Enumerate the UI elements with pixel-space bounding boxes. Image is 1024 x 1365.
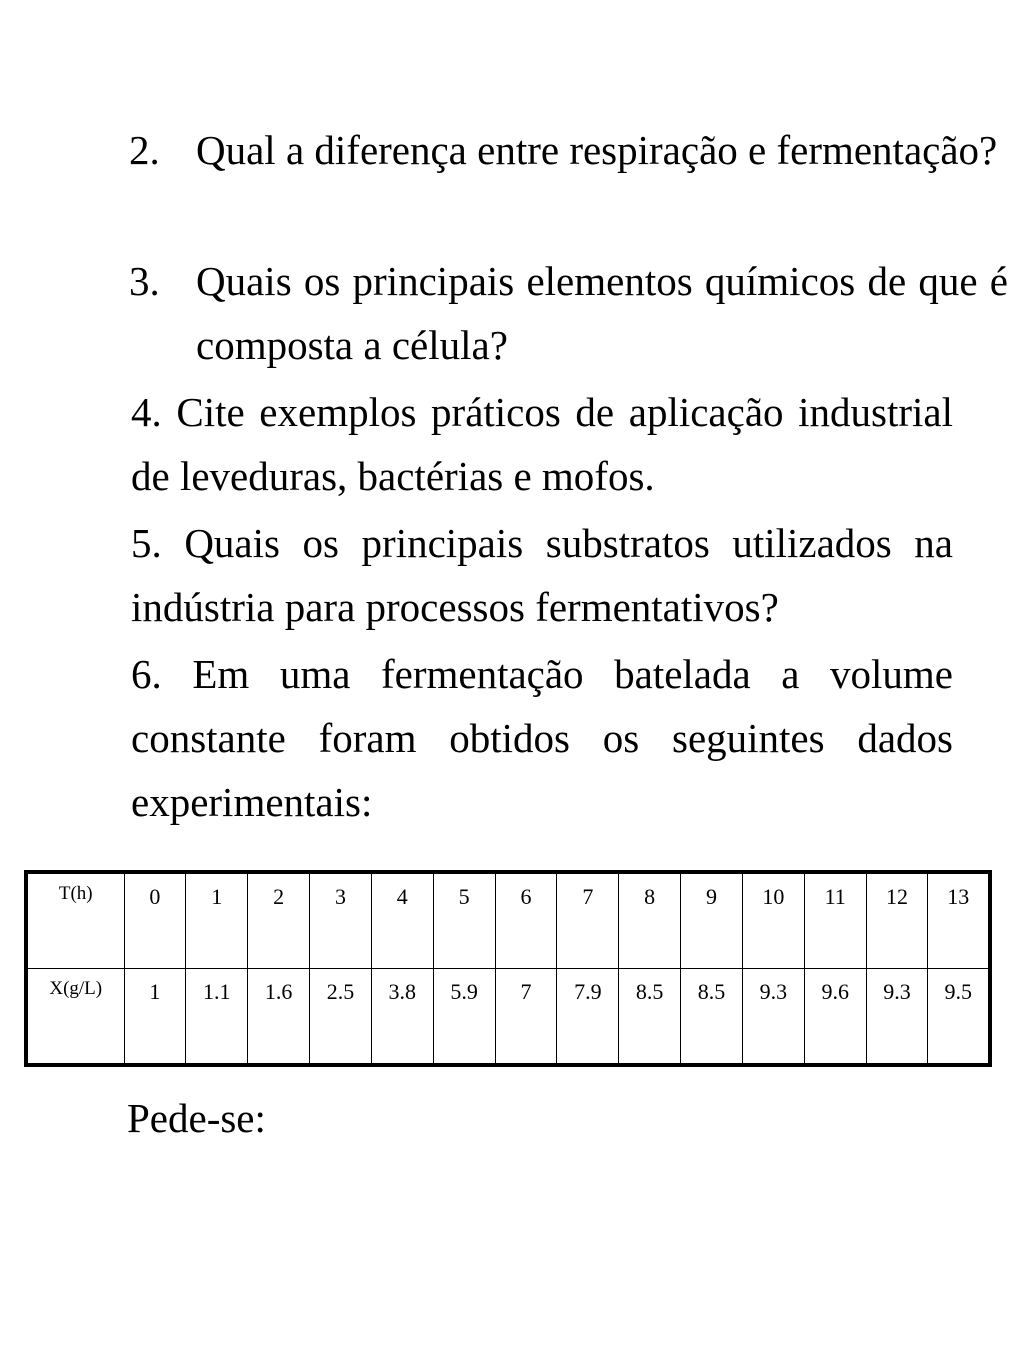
table-cell: 1	[124, 969, 186, 1066]
question-text: Cite exemplos práticos de aplicação industrial de leveduras, bactérias e mofos.	[131, 389, 953, 499]
table-cell: 5.9	[433, 969, 495, 1066]
table-cell: 1	[186, 872, 248, 969]
table-cell: 11	[804, 872, 866, 969]
table-row-biomass	[26, 969, 990, 1066]
table-cell: 5	[433, 872, 495, 969]
question-2	[129, 118, 1008, 182]
table-cell: 7.9	[557, 969, 619, 1066]
question-number: 6.	[131, 651, 162, 697]
table-cell: 9.6	[804, 969, 866, 1066]
question-number: 3.	[129, 258, 160, 304]
table-cell: 9	[681, 872, 743, 969]
row-label-time: T(h)	[26, 872, 124, 969]
table-cell: 12	[866, 872, 928, 969]
table-cell: 7	[495, 969, 557, 1066]
table-cell: 13	[928, 872, 990, 969]
pede-se-label: Pede-se:	[127, 1095, 266, 1141]
table-cell: 8	[619, 872, 681, 969]
table-cell: 6	[495, 872, 557, 969]
question-4	[131, 380, 953, 508]
table-cell: 3.8	[371, 969, 433, 1066]
question-6	[131, 642, 953, 834]
question-text: Em uma fermentação batelada a volume constante foram obtidos os seguintes dados experimentais:	[131, 651, 954, 825]
experimental-data-table	[24, 870, 992, 1067]
table-cell: 10	[742, 872, 804, 969]
table-cell: 0	[124, 872, 186, 969]
table-cell: 4	[371, 872, 433, 969]
question-number: 2.	[129, 127, 160, 173]
table-cell: 9.3	[866, 969, 928, 1066]
table-cell: 8.5	[681, 969, 743, 1066]
row-label-biomass: X(g/L)	[26, 969, 124, 1066]
question-text: Qual a diferença entre respiração e fermentação?	[196, 127, 998, 173]
table-cell: 9.3	[742, 969, 804, 1066]
table-cell: 3	[310, 872, 372, 969]
question-text: Quais os principais elementos químicos de que é composta a célula?	[196, 258, 1008, 368]
table-cell: 1.6	[248, 969, 310, 1066]
table-cell: 8.5	[619, 969, 681, 1066]
question-number: 5.	[131, 520, 162, 566]
table-cell: 2.5	[310, 969, 372, 1066]
question-text: Quais os principais substratos utilizados na indústria para processos fermentativos?	[131, 520, 953, 630]
table-cell: 2	[248, 872, 310, 969]
table-cell: 1.1	[186, 969, 248, 1066]
question-number: 4.	[131, 389, 162, 435]
question-5	[131, 511, 953, 639]
table-cell: 9.5	[928, 969, 990, 1066]
question-3	[129, 249, 1008, 377]
table-row-time	[26, 872, 990, 969]
table-cell: 7	[557, 872, 619, 969]
